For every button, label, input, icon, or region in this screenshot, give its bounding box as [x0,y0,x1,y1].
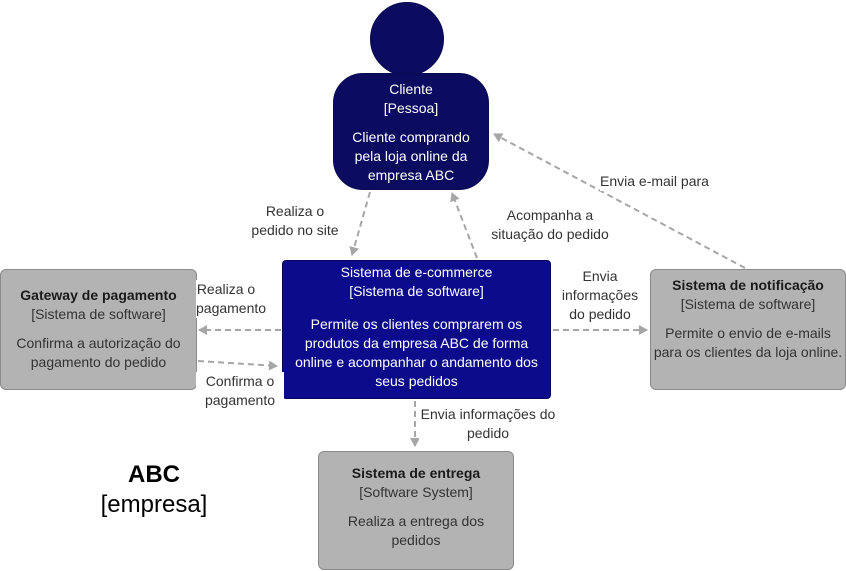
enterprise-boundary-label [80,460,228,520]
label-sends-email: Envia e-mail para [600,173,709,189]
boundary-name: ABC [128,461,180,488]
delivery-description: Realiza a entrega dos pedidos [347,513,485,548]
notification-name: Sistema de notificação [672,277,824,293]
label-sends-info-notify: Envia informações do pedido [553,267,647,324]
system-ecommerce-description: Permite os clientes comprarem os produtos da empresa ABC de forma online e acompanhar o andamento dos seus pedidos [295,316,538,389]
gateway-type: [Sistema de software] [31,306,166,322]
system-ecommerce-name: Sistema de e-commerce [340,264,493,280]
arrow-tracks-order [452,193,477,258]
person-name: Cliente [389,81,433,97]
system-ecommerce[interactable] [282,260,551,399]
system-gateway[interactable] [0,269,197,390]
system-delivery[interactable] [318,451,514,570]
label-confirms-payment: Confirma o pagamento [196,372,284,410]
delivery-type: [Software System] [359,484,473,500]
label-sends-info-delivery: Envia informações do pedido [420,406,556,441]
delivery-name: Sistema de entrega [351,465,481,481]
label-places-order: Realiza o pedido no site [243,202,347,240]
boundary-type: [empresa] [100,491,208,518]
person-description: Cliente comprando pela loja online da empresa ABC [352,129,470,183]
arrow-confirms-payment [198,361,277,366]
gateway-description: Confirma a autorização do pagamento do pedido [16,335,181,370]
gateway-name: Gateway de pagamento [20,287,177,303]
system-ecommerce-type: [Sistema de software] [349,283,484,299]
label-tracks-order: Acompanha a situação do pedido [480,206,620,244]
arrow-places-order [352,192,370,255]
label-makes-payment: Realiza o pagamento [196,281,267,316]
person-cliente[interactable] [333,73,489,190]
person-type: [Pessoa] [383,100,439,116]
notification-description: Permite o envio de e-mails para os clientes da loja online. [653,325,843,360]
notification-type: [Sistema de software] [680,296,816,312]
arrow-sends-email [494,134,745,268]
person-head-icon [370,2,444,76]
system-notification[interactable] [650,269,846,390]
